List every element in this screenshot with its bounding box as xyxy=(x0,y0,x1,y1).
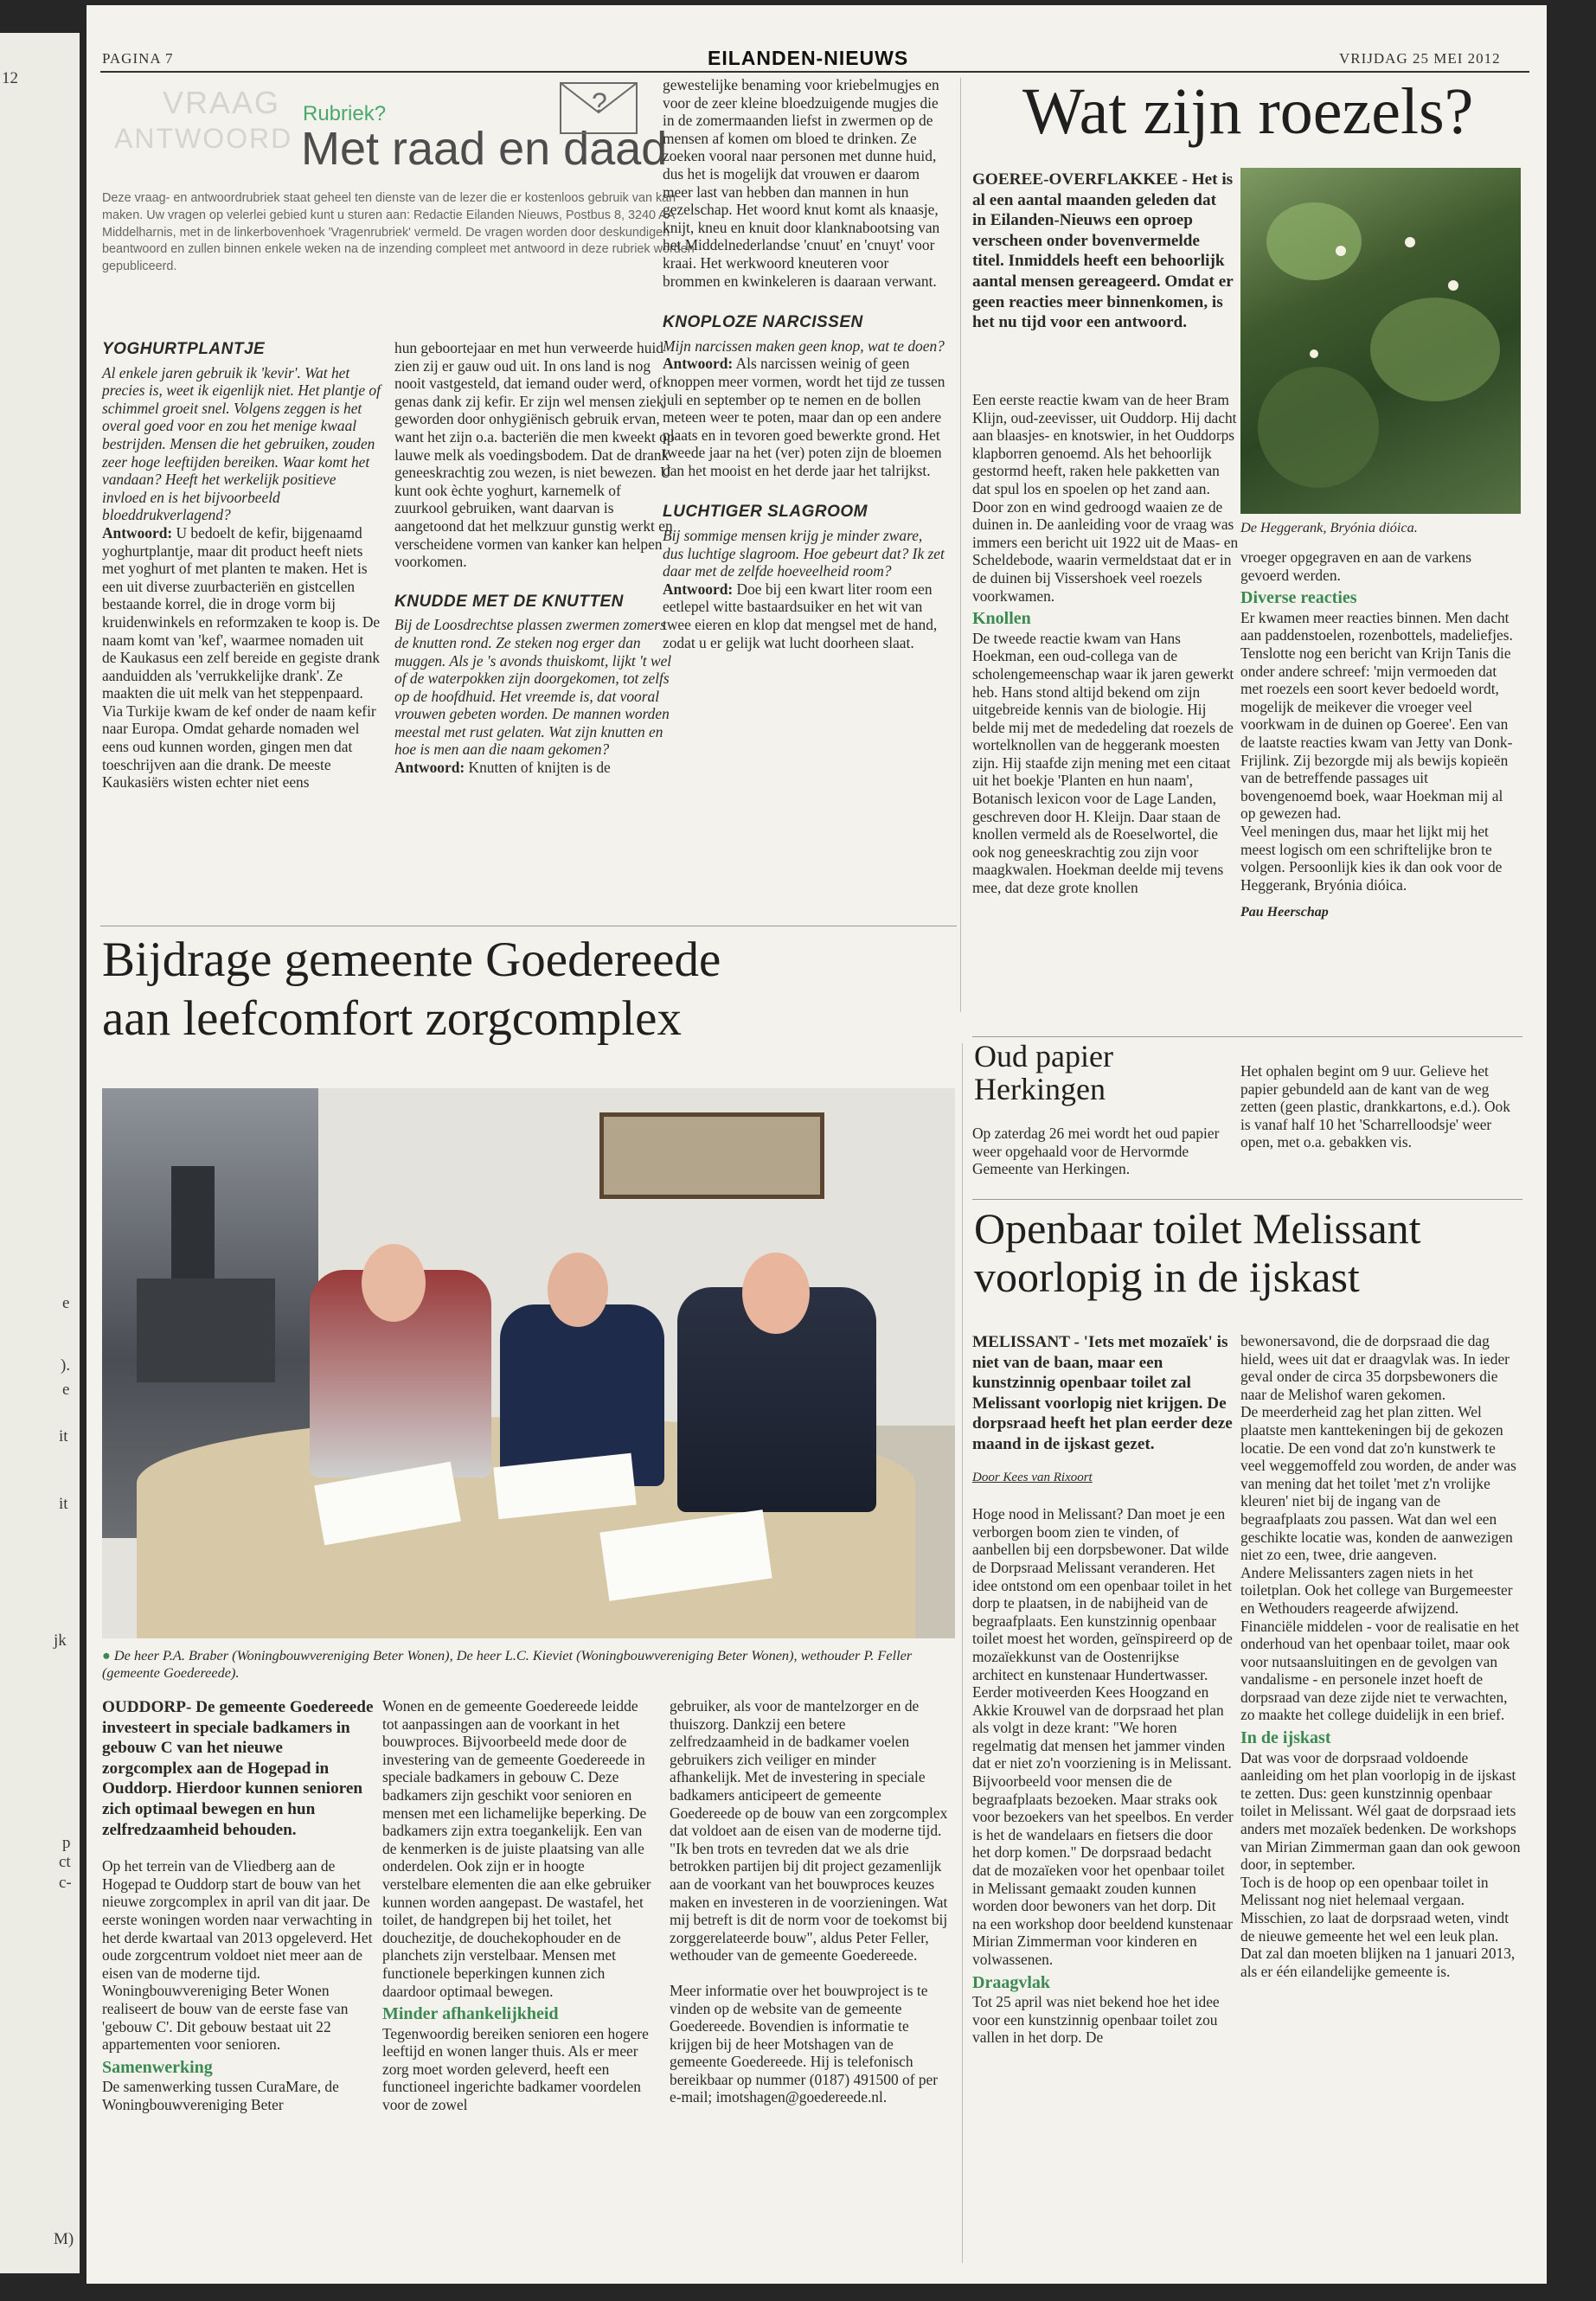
section-rule xyxy=(972,1036,1522,1037)
papier-headline-line-2: Herkingen xyxy=(974,1072,1106,1106)
bijdrage-column-2 xyxy=(382,1697,654,2114)
bijdrage-paragraph: "Ik ben trots en tevreden dat we als drie betrokken partijen bij dit project gezamenlijk aan de voorkant van het bouwproces keuzes maken en investeren in de voorzieningen. Wat mij betreft is dit de norm voor de toekomst bij zorggerelateerde bouw", aldus Peter Feller, wethouder van de gemeente Goedereede. xyxy=(670,1839,948,1965)
raad-intro: Deze vraag- en antwoordrubriek staat geheel ten dienste van de lezer die er kostenloos gebruik van kan maken. Uw vragen op velerlei gebied kunt u sturen aan: Redactie Eilanden Nieuws, Postbus 8, 3240 AA Middelharnis, met in de linkerbovenhoek 'Vragenrubriek' vermeld. De vragen worden door deskundigen beantwoord en zullen binnen enkele weken na de inzending compleet met antwoord in deze rubriek worden gepubliceerd. xyxy=(102,191,695,274)
papier-headline xyxy=(974,1040,1113,1106)
knutten-heading: KNUDDE MET DE KNUTTEN xyxy=(394,592,624,611)
roezels-paragraph: vroeger opgegraven en aan de varkens gevoerd werden. xyxy=(1240,548,1472,584)
bijdrage-paragraph: gebruiker, als voor de mantelzorger en de thuiszorg. Dankzij een betere zelfredzaamheid in de badkamer voelen gebruikers zich veiliger en minder afhankelijk. Met de investering in speciale badkamers anticipeert de gemeente Goedereede op de bouw van een zorgcomplex dat voldoet aan de eisen van de moderne tijd. xyxy=(670,1697,948,1840)
toilet-paragraph: Toch is de hoop op een openbaar toilet in Melissant nog niet helemaal vergaan. Misschien, zo laat de dorpsraad weten, vindt de nieuwe gemeente het wel een leuk plan. Dat zal dan moeten blijken na 1 januari 2013, als er één eilandelijke gemeente is. xyxy=(1240,1873,1516,1980)
raad-banner xyxy=(102,78,704,182)
raad-rubriek-label: Rubriek? xyxy=(303,102,387,125)
bijdrage-column-3 xyxy=(670,1697,948,2106)
adjacent-page-fragment: ). xyxy=(61,1356,71,1375)
adjacent-page-fragment: it xyxy=(59,1427,68,1445)
raad-banner-antwoord: ANTWOORD xyxy=(114,123,293,154)
knutten-answer-continued: gewestelijke benaming voor kriebelmugjes en voor de zeer kleine bloedzuigende mugjes die in de zomermaanden liefst in zwermen op de mensen af komen om bloed te drinken. Ze zoeken vooral naar personen met dunne huid, dus het is mogelijk dat vrouwen er daarom meer last van hebben dan mannen in hun gezelschap. Het woord knut komt als knaasje, knijt, kneu en knuit door klanknabootsing van het Middelnederlandse 'cnuut' en 'cnuyt' voor kraai. Het werkwoord kneuteren voor brommen en kwinkeleren is daaraan verwant. xyxy=(663,76,940,290)
toilet-column-2 xyxy=(1240,1332,1521,1980)
newspaper-page xyxy=(87,5,1547,2284)
toilet-column-1 xyxy=(972,1332,1234,2047)
roezels-paragraph: Veel meningen dus, maar het lijkt mij het meest logisch om een schriftelijke bron te volgen. Persoonlijk kies ik dan ook voor de Heggerank, Bryónia dióica. xyxy=(1240,822,1503,894)
bijdrage-headline xyxy=(102,931,721,1048)
toilet-headline-line-2: voorlopig in de ijskast xyxy=(974,1253,1360,1301)
slagroom-heading: LUCHTIGER SLAGROOM xyxy=(663,503,868,522)
yoghurt-question: Al enkele jaren gebruik ik 'kevir'. Wat het precies is, weet ik eigenlijk niet. Het plantje of schimmel groeit snel. Volgens zeggen is het overal goed voor en zou het menige kwaal bestrijden. Mensen die het gebruiken, zouden zeer hoge leeftijden bereiken. Waar komt het vandaan? Heeft het werkelijk positieve invloed en is het bijvoorbeeld bloeddrukverlagend? xyxy=(102,363,381,524)
roezels-lead: GOEREE-OVERFLAKKEE - Het is al een aantal maanden geleden dat in Eilanden-Nieuws een oproep verscheen onder bovenvermelde titel. Inmiddels heeft een behoorlijk aantal mensen gereageerd. Omdat er geen reacties meer binnenkomen, is het nu tijd voor een antwoord. xyxy=(972,170,1234,332)
roezels-paragraph: De tweede reactie kwam van Hans Hoekman, een oud-collega van de scholengemeenschap waar ik jaren gewerkt heb. Hans stond altijd bekend om zijn uitgebreide kennis van de biologie. Hij belde mij met de mededeling dat roezels de wortelknollen van de heggerank moesten zijn. Hij staafde zijn mening met een citaat uit het boekje 'Planten en hun naam', Botanisch lexicon voor de Lage Landen, geschreven door H. Kleijn. Daar staan de knollen vermeld als de Roeselwortel, die ook nog geneeskrachtig zou zijn voor maagkwalen. Hoekman deelde mij tevens mee, dat deze grote knollen xyxy=(972,629,1234,897)
slagroom-answer: Doe bij een kwart liter room een eetlepel witte bastaardsuiker en het wit van twee eieren en klop dat mengsel met de hand, zodat u er gelijk wat lucht doorheen slaat. xyxy=(663,580,938,651)
knutten-answer: Knutten of knijten is de xyxy=(468,759,611,777)
bijdrage-subhead-samenwerking: Samenwerking xyxy=(102,2057,213,2077)
toilet-paragraph: Eerder motiveerden Kees Hoogzand en Akkie Krouwel van de dorpsraad het plan als volgt in deze krant: "We horen regelmatig dat mensen het jammer vinden dat er niet zo'n voorziening is in Melissant. Bijvoorbeeld voor mensen die de begraafplaats bezoeken. Maar straks ook voor bezoekers van het speelbos. En verder is het de wandelaars en fietsers die door het dorp komen." De dorpsraad bedacht dat de mozaïeken voor het openbaar toilet in Melissant gemaakt zouden kunnen worden door bewoners van het dorp. Dit na een workshop door beeldend kunstenaar Mirian Zimmerman voor kinderen en volwassenen. xyxy=(972,1683,1234,1968)
toilet-paragraph: Andere Melissanters zagen niets in het toiletplan. Ook het college van Burgemeester en Wethouders reageerde afwijzend. Financiële middelen - voor de realisatie en het onderhoud van het openbaar toilet, maar ook voor nutsaansluitingen en de gevolgen van vandalisme - en personele inzet hoeft de dorpsraad van deze zijde niet te verwachten, zo maakte het college duidelijk in een brief. xyxy=(1240,1563,1520,1724)
antwoord-label: Antwoord: xyxy=(663,355,734,373)
toilet-subhead-draagvlak: Draagvlak xyxy=(972,1972,1050,1992)
toilet-paragraph: Hoge nood in Melissant? Dan moet je een verborgen boom zien te vinden, of aanbellen bij een dorpsbewoner. Dat wilde de Dorpsraad Melissant veranderen. Het idee ontstond om een openbaar toilet in het dorp te plaatsen, in de nabijheid van de begraafplaats. Een kunstzinnig openbaar toilet moest het worden, geïnspireerd op de mozaïekkunst van de Oostenrijkse architect en kunstenaar Hundertwasser. xyxy=(972,1505,1233,1683)
raad-title: Met raad en daad xyxy=(301,123,668,175)
signing-photo xyxy=(102,1088,955,1638)
roezels-column-1 xyxy=(972,391,1240,897)
toilet-paragraph: bewonersavond, die de dorpsraad die dag hield, wees uit dat er draagvlak was. In ieder geval onder de circa 35 dorpsbewoners die naar de Melishof waren gekomen. xyxy=(1240,1332,1509,1403)
photo-caption: ● De heer P.A. Braber (Woningbouwvereniging Beter Wonen), De heer L.C. Kieviet (Woningbouwvereniging Beter Wonen), wethouder P. Feller (gemeente Goedereede). xyxy=(102,1647,913,1681)
adjacent-page-strip xyxy=(0,33,80,2273)
toilet-headline xyxy=(974,1204,1421,1301)
toilet-paragraph: Tot 25 april was niet bekend hoe het idee voor een kunstzinnig openbaar toilet zou vallen in het dorp. De xyxy=(972,1993,1220,2047)
bijdrage-subhead-afhankelijkheid: Minder afhankelijkheid xyxy=(382,2004,559,2024)
yoghurt-answer: U bedoelt de kefir, bijgenaamd yoghurtplantje, maar dit product heeft niets met yoghurt of met planten te maken. Het is een uit diverse zuurbacteriën en gistcellen bestaande korrel, die in droge vorm bij kruidenwinkels en reformzaken te koop is. De naam komt van 'kef', waarmee nomaden uit de Kaukasus een zelf bereide en gegiste drank aanduidden als 'verrukkelijke drank'. Ze maakten die uit melk van het steppenpaard. Via Turkije kwam de kef onder de naam kefir naar Europa. Omdat geharde nomaden wel eens oud kunnen worden, gingen men dat toeschrijven aan die drank. De meeste Kaukasiërs wisten echter niet eens xyxy=(102,523,381,792)
raad-column-2 xyxy=(394,339,675,777)
bijdrage-paragraph: Op het terrein van de Vliedberg aan de Hogepad te Ouddorp start de bouw van het nieuwe zorgcomplex in april van dit jaar. De eerste woningen worden naar verwachting in het derde kwartaal van 2013 opgeleverd. Het oude zorgcentrum voldoet niet meer aan de eisen van de moderne tijd. Woningbouwvereniging Beter Wonen realiseert de bouw van de eerste fase van 'gebouw C'. Dit gebouw bestaat uit 22 appartementen voor senioren. xyxy=(102,1857,373,2054)
heggerank-caption: De Heggerank, Bryónia dióica. xyxy=(1240,519,1418,535)
column-divider xyxy=(962,1043,963,2263)
toilet-lead: MELISSANT - 'Iets met mozaïek' is niet van de baan, maar een kunstzinnig openbaar toilet zal Melissant voorlopig niet krijgen. De dorpsraad heeft het plan eerder deze maand in de ijskast gezet. xyxy=(972,1333,1233,1453)
bijdrage-paragraph: Wonen en de gemeente Goedereede leidde tot aanpassingen aan de voorkant in het bouwproces. Bijvoorbeeld mede door de investering van de gemeente Goedereede in speciale badkamers in gebouw C. Deze badkamers zijn geschikt voor senioren en mensen met een lichamelijke beperking. De badkamers zijn extra toegankelijk. Een van de kenmerken is de juiste plaatsing van alle onderdelen. Ook zijn er in hoogte verstelbare elementen die aan elke gebruiker kunnen worden aangepast. De wastafel, het toilet, de handgrepen bij het toilet, het douchezitje, de douchekophouder en de planchets zijn verstelbaar. Mensen met functionele beperkingen kunnen zich daardoor optimaal bewegen. xyxy=(382,1697,651,2000)
roezels-author: Pau Heerschap xyxy=(1240,905,1329,920)
adjacent-page-fragment: ct xyxy=(59,1853,71,1871)
raad-column-3 xyxy=(663,76,946,651)
heggerank-photo xyxy=(1240,168,1521,514)
roezels-paragraph: Er kwamen meer reacties binnen. Men dacht aan paddenstoelen, rozenbottels, madeliefjes. Tenslotte nog een bericht van Krijn Tanis die onder andere schreef: 'mijn vermoeden dat met roezels een soort kever bedoeld wordt, mogelijk de meikever die vroeger veel voorkwam in de duinen op Goeree'. Een van de laatste reacties kwam van Jetty van Donk- Frijlink. Zij bezorgde mij als bewijs kopieën van de betreffende passages uit bovengenoemd boek, waar Hoekman mij al op gewezen had. xyxy=(1240,608,1513,823)
photo-caption-text: De heer P.A. Braber (Woningbouwvereniging Beter Wonen), De heer L.C. Kieviet (Woningbouwvereniging Beter Wonen), wethouder P. Feller (gemeente Goedereede). xyxy=(102,1647,913,1681)
slagroom-question: Bij sommige mensen krijg je minder zware, dus luchtige slagroom. Hoe gebeurt dat? Ik zet daar met de zelfde hoeveelheid room? xyxy=(663,527,945,580)
papier-text-2: Het ophalen begint om 9 uur. Gelieve het papier gebundeld aan de kant van de weg zetten (geen plastic, drankkartons, e.d.). Ook is vanaf half 10 het 'Scharrelloodsje' weer open, met o.a. gebakken vis. xyxy=(1240,1062,1510,1151)
toilet-paragraph: De meerderheid zag het plan zitten. Wel plaatste men kanttekeningen bij de gekozen locatie. De een vond dat zo'n kunstwerk te veel weggemoffeld zou worden, de ander was van mening dat het toilet 'met z'n vrolijke kleuren' niet bij de ingang van de begraafplaats zou passen. Wat dan wel een geschikte locatie was, konden de aanwezigen niet zo een, twee, drie aangeven. xyxy=(1240,1403,1516,1564)
toilet-byline: Door Kees van Rixoort xyxy=(972,1470,1093,1484)
raad-banner-vraag: VRAAG xyxy=(163,85,281,120)
papier-headline-line-1: Oud papier xyxy=(974,1039,1113,1074)
adjacent-page-fragment: c- xyxy=(59,1874,72,1892)
bijdrage-paragraph: De samenwerking tussen CuraMare, de Woningbouwvereniging Beter xyxy=(102,2078,339,2113)
bijdrage-paragraph: Meer informatie over het bouwproject is te vinden op de website van de gemeente Goedereede. Bovendien is informatie te krijgen bij de heer Motshagen van de gemeente Goedereede. Hij is telefonisch bereikbaar op nummer (0187) 491500 of per e-mail; imotshagen@goedereede.nl. xyxy=(670,1981,939,2106)
column-divider xyxy=(960,78,961,1012)
toilet-paragraph: Dat was voor de dorpsraad voldoende aanleiding om het plan voorlopig in de ijskast te zetten. Dus: geen kunstzinnig openbaar toilet in Melissant. Wél gaat de dorpsraad iets anders met mozaïek bedenken. De workshops van Mirian Zimmerman gaan dan ook gewoon door, in september. xyxy=(1240,1748,1521,1874)
antwoord-label: Antwoord: xyxy=(102,523,173,542)
issue-date: VRIJDAG 25 MEI 2012 xyxy=(1339,50,1501,67)
antwoord-label: Antwoord: xyxy=(394,759,465,777)
roezels-column-2 xyxy=(1240,548,1521,922)
narcissen-heading: KNOPLOZE NARCISSEN xyxy=(663,313,863,332)
adjacent-page-number: 12 xyxy=(2,69,18,87)
page-number: PAGINA 7 xyxy=(102,50,174,67)
photo-wall-painting xyxy=(599,1112,824,1199)
adjacent-page-fragment: jk xyxy=(54,1631,67,1650)
adjacent-page-fragment: e xyxy=(62,1294,70,1312)
bijdrage-headline-line-2: aan leefcomfort zorgcomplex xyxy=(102,991,682,1046)
section-rule xyxy=(972,1199,1522,1200)
roezels-headline: Wat zijn roezels? xyxy=(1022,75,1474,148)
yoghurt-heading: YOGHURTPLANTJE xyxy=(102,340,266,358)
toilet-headline-line-1: Openbaar toilet Melissant xyxy=(974,1204,1421,1253)
yoghurt-answer-continued: hun geboortejaar en met hun verweerde huid zien zij er gauw oud uit. In ons land is nog nooit vastgesteld, dat iemand ouder werd, of genas dank zij kefir. Er zijn wel mensen ziek geworden door onhygiënisch gebruik ervan, want het zijn o.a. bacteriën die men kweekt op lauwe melk als voedingsbodem. Dat de drank geneeskrachtig zou wezen, is niet bewezen. U kunt ook èchte yoghurt, karnemelk of zuurkool gebruiken, want daarvan is aangetoond dat het melkzuur gunstig werkt en verscheidene vormen van kanker kan helpen voorkomen. xyxy=(394,339,675,571)
roezels-paragraph: Een eerste reactie kwam van de heer Bram Klijn, oud-zeevisser, uit Ouddorp. Hij dacht aan blaasjes- en knotswier, in het Ouddorps klapborren genoemd. Als het behoorlijk gestormd heeft, raken hele pakketten van dat spul los en spoelen op het zand aan. Door zon en wind gedroogd waaien ze de duinen in. De aanleiding voor de vraag was immers een bericht uit 1922 uit de Maas- en Scheldebode, waarin vermeldstaat dat er in de duinen bij Vissershoek veel roezels voorkwamen. xyxy=(972,391,1239,605)
narcissen-question: Mijn narcissen maken geen knop, wat te doen? xyxy=(663,336,945,355)
roezels-subhead-knollen: Knollen xyxy=(972,609,1031,629)
narcissen-answer: Als narcissen weinig of geen knoppen meer vormen, wordt het tijd ze tussen juli en september op te nemen en de bollen meteen weer te poten, maar dan op een andere plaats en in tevoren goed bewerkte grond. Het tweede jaar na het (ver) poten zijn de bloemen dan het mooist en het derde jaar het talrijkst. xyxy=(663,355,945,479)
bijdrage-column-1 xyxy=(102,1697,374,2113)
roezels-subhead-reacties: Diverse reacties xyxy=(1240,588,1357,608)
masthead: EILANDEN-NIEUWS xyxy=(708,47,909,69)
adjacent-page-fragment: it xyxy=(59,1495,68,1513)
adjacent-page-fragment: e xyxy=(62,1381,70,1399)
knutten-question: Bij de Loosdrechtse plassen zwermen zomers de knutten rond. Ze steken nog erger dan muggen. Als je 's avonds thuiskomt, lijkt 't wel of de waterpokken zijn doorgekomen, tot zelfs op de hoofdhuid. Het vreemde is, dat vooral vrouwen gebeten worden. De mannen worden meestal met rust gelaten. Wat zijn knutten en hoe is men aan die naam gekomen? xyxy=(394,616,672,759)
adjacent-page-fragment: M) xyxy=(54,2230,74,2248)
papier-text-1: Op zaterdag 26 mei wordt het oud papier weer opgehaald voor de Hervormde Gemeente van Herkingen. xyxy=(972,1125,1220,1178)
toilet-subhead-ijskast: In de ijskast xyxy=(1240,1728,1331,1748)
bijdrage-paragraph: Tegenwoordig bereiken senioren een hogere leeftijd en wonen langer thuis. Als er meer zorg moet worden geleverd, heeft een functioneel ingerichte badkamer voordelen voor de zowel xyxy=(382,2024,649,2114)
bijdrage-lead: OUDDORP- De gemeente Goedereede investeert in speciale badkamers in gebouw C van het nieuwe zorgcomplex aan de Hogepad in Ouddorp. Hierdoor kunnen senioren zich optimaal bewegen en hun zelfredzaamheid behouden. xyxy=(102,1698,374,1839)
envelope-icon xyxy=(559,81,638,135)
antwoord-label: Antwoord: xyxy=(663,580,734,598)
svg-text:?: ? xyxy=(592,87,607,119)
raad-column-1 xyxy=(102,339,381,792)
bijdrage-headline-line-1: Bijdrage gemeente Goedereede xyxy=(102,933,721,987)
adjacent-page-fragment: p xyxy=(62,1834,71,1852)
